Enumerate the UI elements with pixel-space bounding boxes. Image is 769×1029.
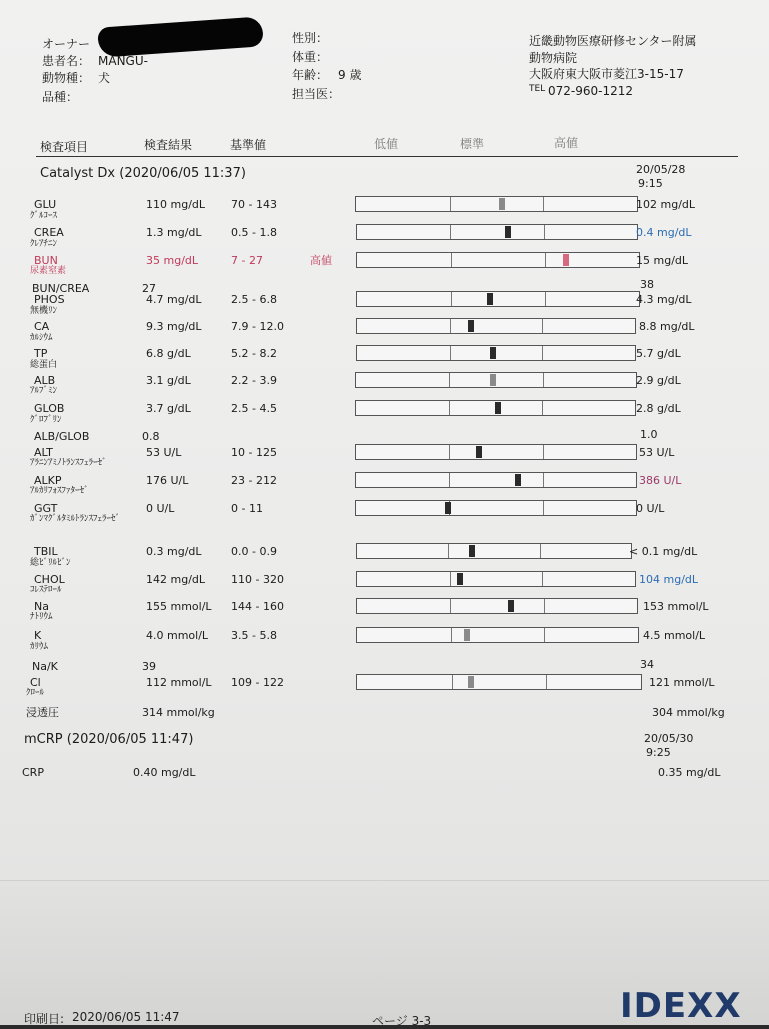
range-bar-16 — [356, 627, 639, 643]
range-bar-0 — [355, 196, 638, 212]
page-number: ページ 3-3 — [372, 1014, 432, 1028]
result-value-14: 142 mg/dL — [146, 573, 206, 586]
header-rule — [36, 156, 738, 157]
result-value-18: 112 mmol/L — [146, 676, 212, 689]
range-bar-2 — [356, 252, 640, 268]
result-value-15: 155 mmol/L — [146, 600, 212, 613]
catalyst-prev-time: 9:15 — [638, 177, 663, 190]
result-subname-1: ｸﾚｱﾁﾆﾝ — [30, 239, 58, 249]
range-bar-divider — [450, 599, 451, 613]
range-bar-divider — [450, 225, 451, 239]
result-subname-2: 尿素窒素 — [30, 266, 67, 276]
result-value-16: 4.0 mmol/L — [146, 629, 209, 642]
result-subname-14: ｺﾚｽﾃﾛｰﾙ — [30, 585, 62, 595]
result-subname-4: 無機ﾘﾝ — [30, 306, 58, 316]
range-bar-10 — [355, 444, 637, 460]
reference-range-16: 3.5 - 5.8 — [231, 629, 277, 642]
result-name-13: TBIL — [34, 545, 58, 558]
range-bar-divider — [540, 544, 541, 558]
clinic-address: 大阪府東大阪市菱江3-15-17 — [529, 67, 684, 81]
result-name-8: GLOB — [34, 402, 65, 415]
mcrp-prev-date: 20/05/30 — [644, 732, 694, 745]
range-marker-16 — [464, 629, 470, 641]
result-value-1: 1.3 mg/dL — [146, 226, 202, 239]
result-subname-5: ｶﾙｼｳﾑ — [30, 333, 53, 343]
reference-range-1: 0.5 - 1.8 — [231, 226, 277, 239]
range-bar-divider — [451, 253, 452, 267]
result-value-8: 3.7 g/dL — [146, 402, 191, 415]
result-subname-0: ｸﾞﾙｺｰｽ — [30, 211, 58, 221]
result-value-11: 176 U/L — [146, 474, 189, 487]
result-name-9: ALB/GLOB — [34, 430, 90, 443]
range-bar-6 — [356, 345, 636, 361]
species-value: 犬 — [98, 71, 111, 85]
range-bar-15 — [356, 598, 638, 614]
previous-value-10: 53 U/L — [639, 446, 675, 459]
result-value-5: 9.3 mg/dL — [146, 320, 202, 333]
previous-value-16: 4.5 mmol/L — [643, 629, 706, 642]
previous-value-11: 386 U/L — [639, 474, 682, 487]
reference-range-10: 10 - 125 — [231, 446, 277, 459]
range-bar-divider — [449, 401, 450, 415]
result-name-18: Cl — [30, 676, 41, 689]
range-marker-12 — [445, 502, 451, 514]
weight-label: 体重： — [292, 50, 329, 64]
idexx-logo: IDEXX — [620, 986, 742, 1026]
range-bar-divider — [449, 373, 450, 387]
reference-range-7: 2.2 - 3.9 — [231, 374, 277, 387]
result-name-6: TP — [34, 347, 48, 360]
result-name-10: ALT — [34, 446, 53, 459]
result-name-1: CREA — [34, 226, 64, 239]
result-name-2: BUN — [34, 254, 58, 267]
range-bar-8 — [355, 400, 636, 416]
mcrp-prev-time: 9:25 — [646, 746, 671, 759]
range-marker-0 — [499, 198, 505, 210]
mcrp-title: mCRP (2020/06/05 11:47) — [24, 732, 194, 747]
range-marker-18 — [468, 676, 474, 688]
range-bar-divider — [543, 501, 544, 515]
print-date: 2020/06/05 11:47 — [72, 1010, 180, 1024]
result-name-19: 浸透圧 — [26, 706, 59, 719]
range-marker-6 — [490, 347, 496, 359]
range-bar-divider — [451, 628, 452, 642]
range-bar-divider — [543, 373, 544, 387]
breed-label: 品種： — [42, 90, 79, 104]
range-bar-divider — [542, 319, 543, 333]
previous-value-18: 121 mmol/L — [649, 676, 715, 689]
range-marker-7 — [490, 374, 496, 386]
range-bar-divider — [544, 599, 545, 613]
range-bar-5 — [356, 318, 636, 334]
previous-value-6: 5.7 g/dL — [636, 347, 681, 360]
patient-label: 患者名： — [42, 54, 91, 68]
range-marker-11 — [515, 474, 521, 486]
range-marker-14 — [457, 573, 463, 585]
result-value-17: 39 — [142, 660, 156, 673]
result-name-12: GGT — [34, 502, 58, 515]
range-bar-divider — [546, 675, 547, 689]
range-bar-divider — [544, 225, 545, 239]
tel-value: 072-960-1212 — [548, 84, 634, 98]
result-value-19: 314 mmol/kg — [142, 706, 215, 719]
result-value-13: 0.3 mg/dL — [146, 545, 202, 558]
clinic-name-2: 動物病院 — [529, 51, 578, 65]
result-subname-15: ﾅﾄﾘｳﾑ — [30, 612, 53, 622]
reference-range-11: 23 - 212 — [231, 474, 277, 487]
previous-value-8: 2.8 g/dL — [636, 402, 681, 415]
range-bar-divider — [543, 197, 544, 211]
previous-value-19: 304 mmol/kg — [652, 706, 725, 719]
range-bar-divider — [450, 572, 451, 586]
previous-value-7: 2.9 g/dL — [636, 374, 681, 387]
result-name-5: CA — [34, 320, 50, 333]
result-subname-16: ｶﾘｳﾑ — [30, 642, 49, 652]
result-value-12: 0 U/L — [146, 502, 175, 515]
result-name-4: PHOS — [34, 293, 65, 306]
range-marker-2 — [563, 254, 569, 266]
range-marker-15 — [508, 600, 514, 612]
previous-value-0: 102 mg/dL — [636, 198, 696, 211]
range-bar-divider — [450, 319, 451, 333]
previous-value-1: 0.4 mg/dL — [636, 226, 692, 239]
range-bar-divider — [450, 346, 451, 360]
result-name-11: ALKP — [34, 474, 62, 487]
patient-name: MANGU- — [98, 54, 148, 68]
result-value-6: 6.8 g/dL — [146, 347, 191, 360]
tel-label: TEL — [529, 84, 546, 94]
result-value-0: 110 mg/dL — [146, 198, 206, 211]
result-value-4: 4.7 mg/dL — [146, 293, 202, 306]
range-marker-4 — [487, 293, 493, 305]
result-name-14: CHOL — [34, 573, 65, 586]
crp-name: CRP — [22, 766, 44, 779]
previous-value-2: 15 mg/dL — [636, 254, 689, 267]
sex-label: 性別： — [292, 31, 329, 45]
previous-value-9: 1.0 — [640, 428, 658, 441]
result-value-10: 53 U/L — [146, 446, 182, 459]
result-subname-13: 総ﾋﾞﾘﾙﾋﾞﾝ — [30, 558, 71, 568]
range-bar-divider — [544, 628, 545, 642]
range-bar-divider — [542, 346, 543, 360]
result-subname-6: 総蛋白 — [30, 360, 58, 370]
range-bar-divider — [451, 292, 452, 306]
range-bar-4 — [356, 291, 640, 307]
age-value: 9 歳 — [338, 68, 362, 82]
range-bar-divider — [450, 197, 451, 211]
range-bar-divider — [543, 445, 544, 459]
crp-prev: 0.35 mg/dL — [658, 766, 721, 779]
reference-range-5: 7.9 - 12.0 — [231, 320, 284, 333]
range-marker-1 — [505, 226, 511, 238]
reference-range-12: 0 - 11 — [231, 502, 263, 515]
reference-range-18: 109 - 122 — [231, 676, 284, 689]
range-bar-11 — [355, 472, 637, 488]
range-bar-12 — [355, 500, 637, 516]
reference-range-13: 0.0 - 0.9 — [231, 545, 277, 558]
previous-value-3: 38 — [640, 278, 654, 291]
catalyst-prev-date: 20/05/28 — [636, 163, 686, 176]
previous-value-13: < 0.1 mg/dL — [629, 545, 698, 558]
species-label: 動物種： — [42, 71, 91, 85]
reference-range-2: 7 - 27 — [231, 254, 263, 267]
result-flag-2: 高値 — [310, 254, 332, 267]
result-value-7: 3.1 g/dL — [146, 374, 191, 387]
result-value-2: 35 mg/dL — [146, 254, 199, 267]
result-name-3: BUN/CREA — [32, 282, 90, 295]
previous-value-15: 153 mmol/L — [643, 600, 709, 613]
reference-range-4: 2.5 - 6.8 — [231, 293, 277, 306]
previous-value-4: 4.3 mg/dL — [636, 293, 692, 306]
print-label: 印刷日: — [24, 1012, 65, 1026]
result-name-15: Na — [34, 600, 49, 613]
result-name-0: GLU — [34, 198, 57, 211]
range-bar-divider — [452, 675, 453, 689]
catalyst-title: Catalyst Dx (2020/06/05 11:37) — [40, 166, 246, 181]
result-subname-10: ｱﾗﾆﾝｱﾐﾉﾄﾗﾝｽﾌｪﾗｰｾﾞ — [30, 458, 107, 468]
age-label: 年齢： — [292, 68, 329, 82]
reference-range-8: 2.5 - 4.5 — [231, 402, 277, 415]
result-name-7: ALB — [34, 374, 56, 387]
range-bar-14 — [356, 571, 636, 587]
reference-range-0: 70 - 143 — [231, 198, 277, 211]
range-bar-7 — [355, 372, 637, 388]
range-marker-5 — [468, 320, 474, 332]
range-bar-divider — [545, 253, 546, 267]
reference-range-14: 110 - 320 — [231, 573, 284, 586]
result-subname-12: ｶﾞﾝﾏｸﾞﾙﾀﾐﾙﾄﾗﾝｽﾌｪﾗｰｾﾞ — [30, 514, 121, 524]
range-bar-divider — [543, 473, 544, 487]
col-high: 高値 — [554, 136, 579, 150]
result-subname-7: ｱﾙﾌﾞﾐﾝ — [30, 386, 58, 396]
result-subname-8: ｸﾞﾛﾌﾞﾘﾝ — [30, 415, 62, 425]
range-bar-divider — [449, 473, 450, 487]
previous-value-17: 34 — [640, 658, 654, 671]
result-name-17: Na/K — [32, 660, 58, 673]
range-bar-divider — [542, 572, 543, 586]
range-bar-divider — [545, 292, 546, 306]
range-marker-13 — [469, 545, 475, 557]
result-subname-11: ｱﾙｶﾘﾌｫｽﾌｧﾀｰｾﾞ — [30, 486, 89, 496]
owner-label: オーナー — [42, 37, 91, 51]
range-bar-divider — [542, 401, 543, 415]
reference-range-6: 5.2 - 8.2 — [231, 347, 277, 360]
result-name-16: K — [34, 629, 42, 642]
result-value-9: 0.8 — [142, 430, 160, 443]
previous-value-14: 104 mg/dL — [639, 573, 699, 586]
range-marker-8 — [495, 402, 501, 414]
staff-label: 担当医： — [292, 87, 341, 101]
previous-value-5: 8.8 mg/dL — [639, 320, 695, 333]
col-ref: 基準値 — [230, 138, 267, 152]
col-normal: 標準 — [460, 137, 485, 151]
range-bar-divider — [448, 544, 449, 558]
reference-range-15: 144 - 160 — [231, 600, 284, 613]
result-subname-18: ｸﾛｰﾙ — [26, 688, 45, 698]
crp-result: 0.40 mg/dL — [133, 766, 196, 779]
range-bar-divider — [449, 445, 450, 459]
range-bar-1 — [356, 224, 638, 240]
col-low: 低値 — [374, 137, 399, 151]
clinic-name: 近畿動物医療研修センター附属 — [529, 34, 697, 48]
previous-value-12: 0 U/L — [636, 502, 665, 515]
result-value-3: 27 — [142, 282, 156, 295]
col-item: 検査項目 — [40, 140, 89, 154]
col-result: 検査結果 — [144, 138, 193, 152]
range-marker-10 — [476, 446, 482, 458]
range-bar-13 — [356, 543, 632, 559]
range-bar-18 — [356, 674, 642, 690]
